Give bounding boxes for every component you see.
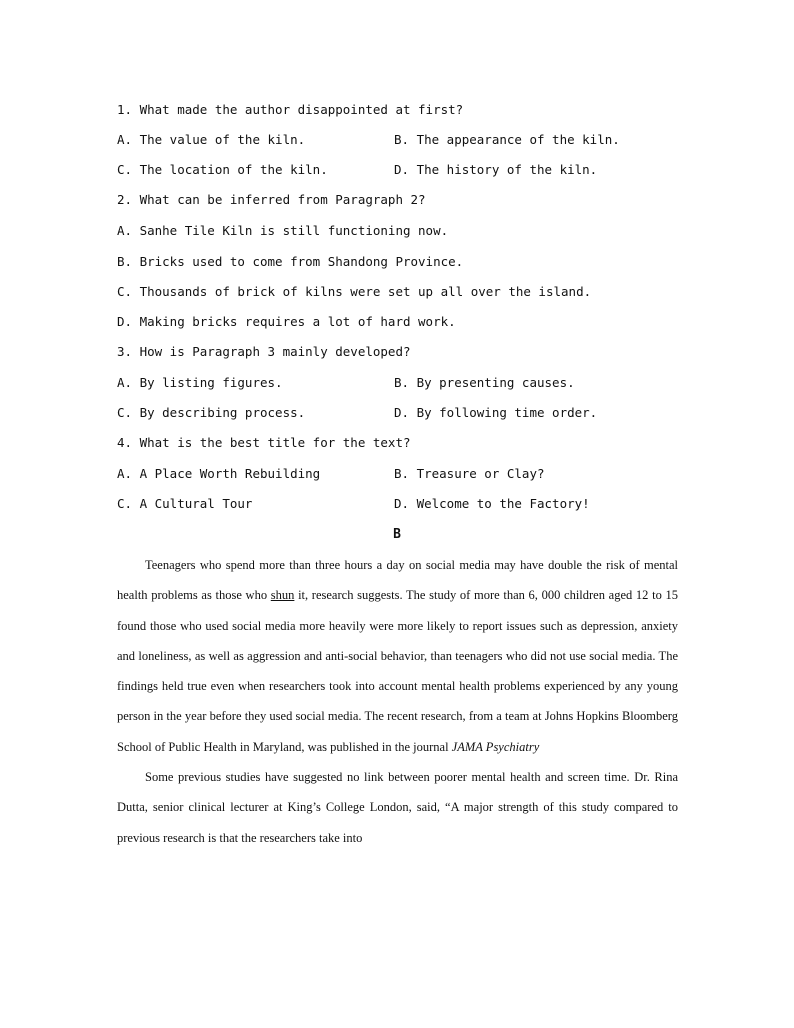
question-4-option-a: A. A Place Worth Rebuilding — [117, 466, 321, 481]
question-3-option-c: C. By describing process. — [117, 405, 306, 420]
question-2-option-b: B. Bricks used to come from Shandong Province. — [117, 254, 464, 269]
section-label: B — [393, 527, 401, 542]
passage-text: Teenagers who spend more than three hours a day on social media may have double the risk of mental health problems as those who — [117, 558, 678, 603]
question-3-stem: 3. How is Paragraph 3 mainly developed? — [117, 344, 411, 359]
question-2-option-a: A. Sanhe Tile Kiln is still functioning now. — [117, 223, 449, 238]
question-3-option-d: D. By following time order. — [394, 405, 598, 420]
question-1-option-d: D. The history of the kiln. — [394, 162, 598, 177]
passage-paragraph-1 — [117, 550, 678, 762]
question-3-option-a: A. By listing figures. — [117, 375, 283, 390]
question-4-option-d: D. Welcome to the Factory! — [394, 496, 590, 511]
question-1-stem: 1. What made the author disappointed at first? — [117, 102, 464, 117]
passage-text: it, research suggests. The study of more than 6, 000 children aged 12 to 15 found those who used social media more heavily were more likely to report issues such as depression, anxiety and loneliness, as well as aggression and anti-social behavior, than teenagers who did not use social media. The findings held true even when researchers took into account mental health problems experienced by any young person in the year before they used social media. The recent research, from a team at Johns Hopkins Bloomberg School of Public Health in Maryland, was published in the journal — [117, 588, 678, 754]
passage-b — [117, 550, 678, 853]
question-4-stem: 4. What is the best title for the text? — [117, 435, 411, 450]
question-2-option-c: C. Thousands of brick of kilns were set up all over the island. — [117, 284, 592, 299]
question-1-option-b: B. The appearance of the kiln. — [394, 132, 620, 147]
question-2-stem: 2. What can be inferred from Paragraph 2? — [117, 192, 426, 207]
question-1-option-a: A. The value of the kiln. — [117, 132, 306, 147]
question-4-option-b: B. Treasure or Clay? — [394, 466, 545, 481]
question-4-option-c: C. A Cultural Tour — [117, 496, 253, 511]
passage-paragraph-2: Some previous studies have suggested no link between poorer mental health and screen time. Dr. Rina Dutta, senior clinical lecturer at King’s College London, said, “A major strength of this study compared to previous research is that the researchers take into — [117, 770, 678, 845]
question-3-option-b: B. By presenting causes. — [394, 375, 575, 390]
journal-name: JAMA Psychiatry — [451, 739, 540, 754]
question-1-option-c: C. The location of the kiln. — [117, 162, 328, 177]
question-2-option-d: D. Making bricks requires a lot of hard work. — [117, 314, 456, 329]
underlined-word: shun — [270, 588, 295, 603]
